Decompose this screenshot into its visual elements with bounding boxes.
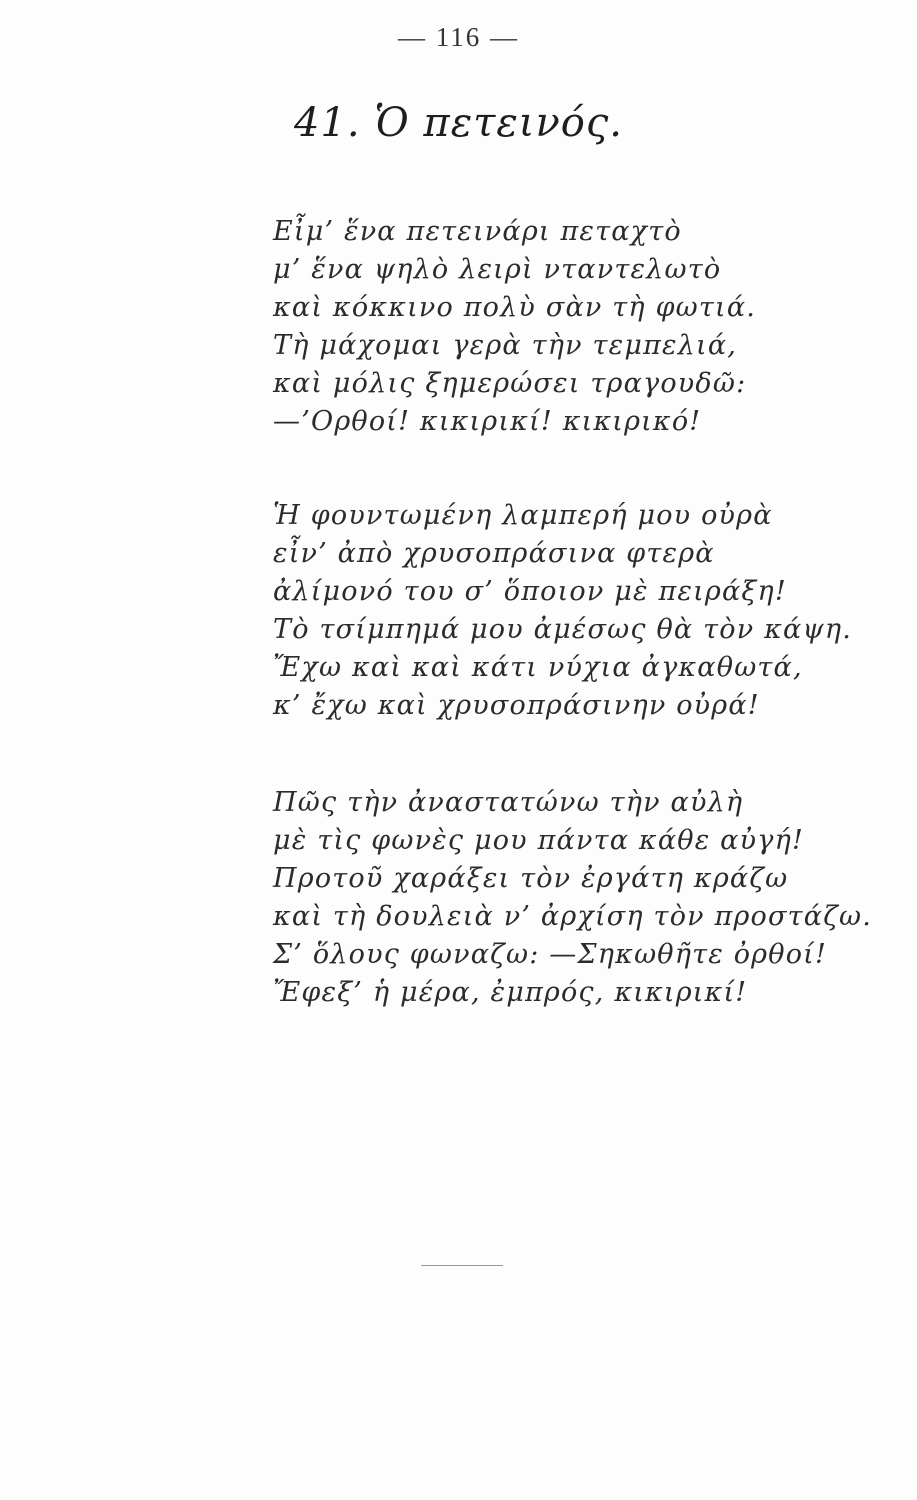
- verse-line: μὲ τὶς φωνὲς μου πάντα κάθε αὐγή!: [273, 825, 804, 856]
- verse-line: Τὴ μάχομαι γερὰ τὴν τεμπελιά,: [273, 330, 738, 361]
- verse-line: μ’ ἕνα ψηλὸ λειρὶ νταντελωτὸ: [273, 254, 722, 285]
- verse-line: Προτοῦ χαράξει τὸν ἐργάτη κράζω: [273, 863, 789, 894]
- verse-line: Τὸ τσίμπημά μου ἀμέσως θὰ τὸν κάψη.: [273, 614, 852, 645]
- verse-line: καὶ κόκκινο πολὺ σὰν τὴ φωτιά.: [273, 292, 757, 323]
- poem-title: 41. Ὁ πετεινός.: [294, 100, 623, 146]
- verse-line: Ἔφεξ’ ἡ μέρα, ἐμπρός, κικιρικί!: [273, 977, 748, 1008]
- verse-line: —’Ορθοί! κικιρικί! κικιρικό!: [273, 406, 702, 437]
- page-number: — 116 —: [398, 22, 519, 52]
- verse-line: Πῶς τὴν ἀναστατώνω τὴν αὐλὴ: [273, 787, 744, 818]
- verse-line: κ’ ἔχω καὶ χρυσοπράσινην οὐρά!: [273, 690, 760, 721]
- verse-line: καὶ τὴ δουλειὰ ν’ ἀρχίση τὸν προστάζω.: [273, 901, 873, 932]
- verse-line: εἶν’ ἀπὸ χρυσοπράσινα φτερὰ: [273, 538, 715, 569]
- verse-line: Εἶμ’ ἕνα πετεινάρι πεταχτὸ: [273, 216, 682, 247]
- verse-line: καὶ μόλις ξημερώσει τραγουδῶ:: [273, 368, 747, 399]
- verse-line: Ἔχω καὶ καὶ κάτι νύχια ἀγκαθωτά,: [273, 652, 803, 683]
- verse-line: Σ’ ὅλους φωναζω: —Σηκωθῆτε ὀρθοί!: [273, 939, 827, 970]
- stanza-3: [273, 784, 872, 1012]
- verse-line: ἀλίμονό του σ’ ὅποιον μὲ πειράξη!: [273, 576, 787, 607]
- stanza-2: [273, 497, 852, 725]
- verse-line: Ἡ φουντωμένη λαμπερή μου οὐρὰ: [273, 500, 773, 531]
- stanza-1: [273, 213, 756, 441]
- end-divider: [421, 1265, 503, 1266]
